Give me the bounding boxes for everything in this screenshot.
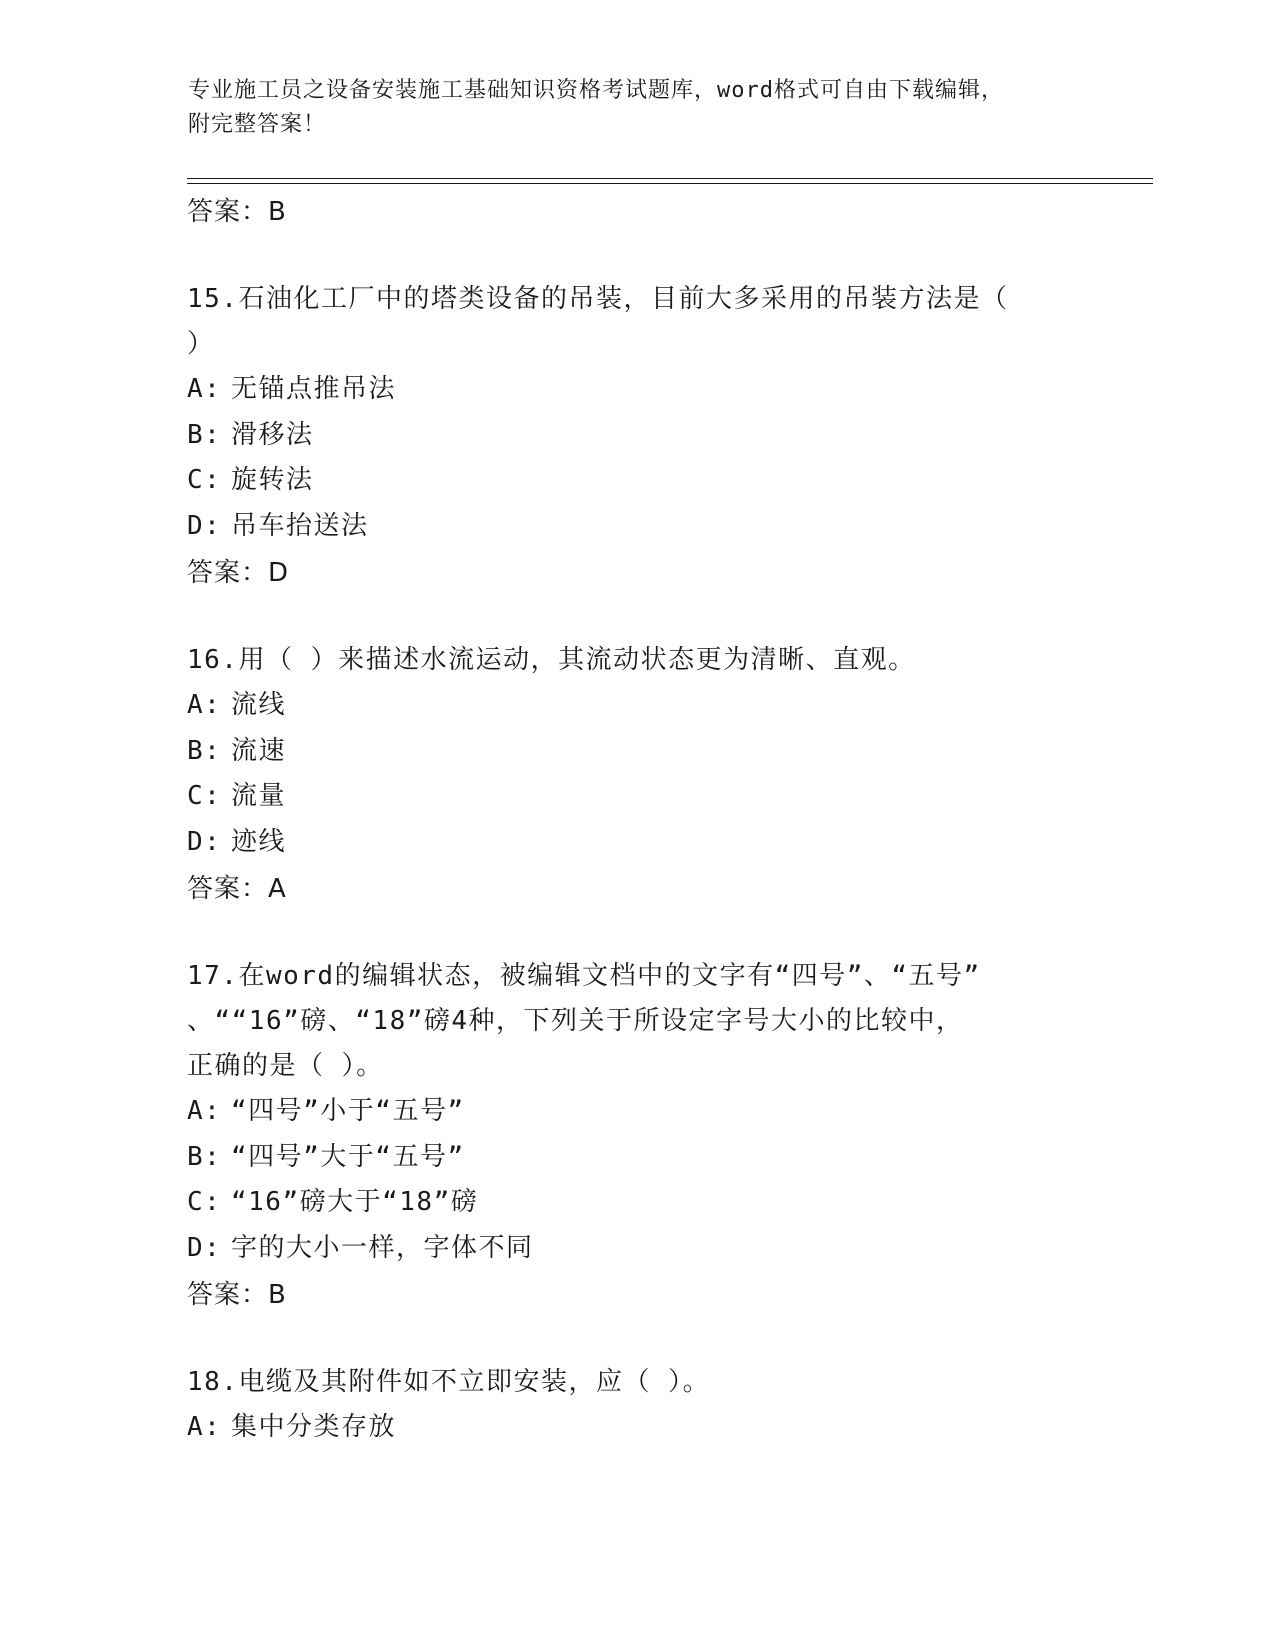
stem-line: 、““16”磅、“18”磅4种，下列关于所设定字号大小的比较中， [187,1006,964,1036]
header-line-2: 附完整答案！ [188,112,327,137]
option-text: 吊车抬送法 [231,510,369,541]
option-d [187,1226,1067,1272]
option-a [187,683,1067,729]
option-key: B: [187,735,222,766]
option-b [187,413,1067,459]
header-divider-top [187,178,1153,179]
question-stem [187,277,1067,367]
question-stem [187,638,1067,683]
option-key: A: [187,1096,222,1126]
option-c [187,458,1067,504]
option-key: D: [187,510,222,541]
stem-line: 17.在word的编辑状态，被编辑文档中的文字有“四号”、“五号” [187,961,981,991]
option-key: A: [187,1412,222,1442]
question-15 [187,277,1067,597]
option-key: C: [187,465,222,495]
stem-line: 18.电缆及其附件如不立即安装，应（ ）。 [187,1367,711,1397]
option-text: 流线 [231,690,287,720]
option-b [187,1135,1067,1181]
option-key: B: [187,1141,222,1172]
option-c [187,1180,1067,1226]
option-b [187,729,1067,775]
option-key: A: [187,690,222,720]
option-text: 字的大小一样，字体不同 [231,1232,534,1263]
stem-line: 15.石油化工厂中的塔类设备的吊装，目前大多采用的吊装方法是（ [187,284,1009,314]
stem-line: ） [187,329,215,359]
option-text: 滑移法 [231,419,314,450]
stem-line: 正确的是（ ）。 [187,1051,384,1081]
question-18 [187,1360,1067,1451]
option-c [187,774,1067,820]
question-16 [187,638,1067,913]
header-divider-bottom [187,183,1153,184]
option-key: A: [187,374,222,404]
option-key: D: [187,1232,222,1263]
option-text: 旋转法 [231,465,314,495]
option-text: 流速 [231,735,287,766]
option-key: C: [187,1187,222,1217]
document-body [187,188,1067,1451]
answer-line: 答案：D [187,558,290,588]
option-text: 流量 [231,781,287,811]
option-a [187,1089,1067,1135]
option-key: D: [187,826,222,857]
question-stem [187,954,1067,1089]
option-key: C: [187,781,222,811]
option-text: “四号”小于“五号” [231,1096,465,1126]
option-a [187,367,1067,413]
question-17 [187,954,1067,1319]
answer-line: 答案：B [187,197,287,227]
option-text: “16”磅大于“18”磅 [231,1187,479,1217]
option-text: 无锚点推吊法 [231,374,397,404]
option-d [187,504,1067,550]
document-header [188,74,1068,142]
option-text: “四号”大于“五号” [231,1141,465,1172]
option-text: 集中分类存放 [231,1412,397,1442]
answer-line: 答案：B [187,1280,287,1310]
option-a [187,1405,1067,1451]
option-key: B: [187,419,222,450]
option-d [187,820,1067,866]
answer-line: 答案：A [187,874,287,904]
question-stem [187,1360,1067,1405]
option-text: 迹线 [231,826,287,857]
stem-line: 16.用（ ）来描述水流运动，其流动状态更为清晰、直观。 [187,645,916,675]
header-line-1: 专业施工员之设备安装施工基础知识资格考试题库，word格式可自由下载编辑， [188,78,1004,103]
